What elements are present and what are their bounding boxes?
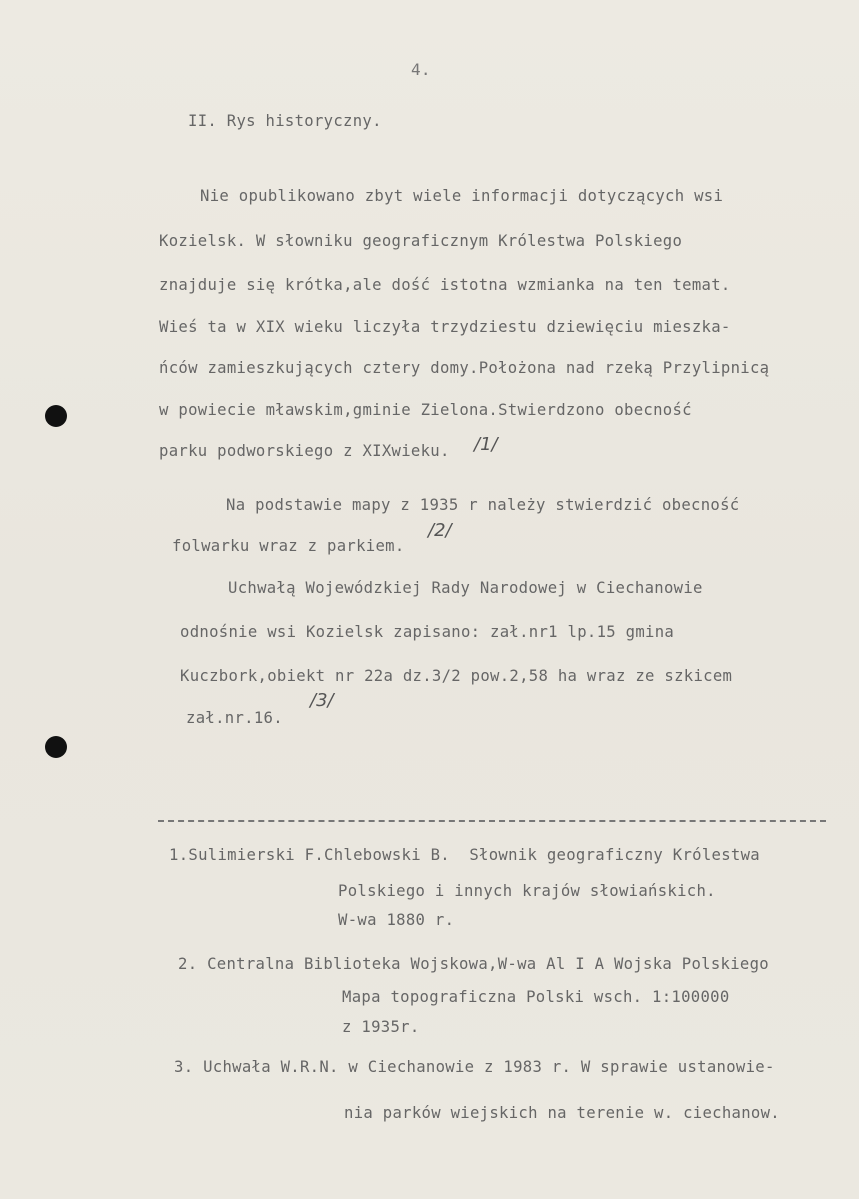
paragraph-line: Wieś ta w XIX wieku liczyła trzydziestu dziewięciu mieszka- (159, 318, 731, 336)
paragraph-line: parku podworskiego z XIXwieku. (159, 442, 450, 460)
page-number: 4. (411, 60, 431, 79)
punch-hole (45, 736, 67, 758)
handwritten-reference: /2/ (428, 520, 452, 541)
footnote-line: nia parków wiejskich na terenie w. ciechanow. (344, 1104, 780, 1122)
footnote-line: 1.Sulimierski F.Chlebowski B. Słownik geograficzny Królestwa (169, 846, 760, 864)
paragraph-line: znajduje się krótka,ale dość istotna wzmianka na ten temat. (159, 276, 731, 294)
paragraph-line: Uchwałą Wojewódzkiej Rady Narodowej w Ciechanowie (228, 579, 703, 597)
footnote-line: Mapa topograficzna Polski wsch. 1:100000 (342, 988, 730, 1006)
paragraph-line: Nie opublikowano zbyt wiele informacji dotyczących wsi (200, 187, 724, 205)
footnote-line: z 1935r. (342, 1018, 420, 1036)
footnote-line: 2. Centralna Biblioteka Wojskowa,W-wa Al I A Wojska Polskiego (178, 955, 769, 973)
footnote-line: W-wa 1880 r. (338, 911, 455, 929)
footnote-line: Polskiego i innych krajów słowiańskich. (338, 882, 716, 900)
handwritten-reference: /1/ (474, 434, 498, 455)
paragraph-line: odnośnie wsi Kozielsk zapisano: zał.nr1 lp.15 gmina (180, 623, 675, 641)
paragraph-line: ńców zamieszkujących cztery domy.Położona nad rzeką Przylipnicą (159, 359, 770, 377)
punch-hole (45, 405, 67, 427)
paragraph-line: Kozielsk. W słowniku geograficznym Królestwa Polskiego (159, 232, 683, 250)
section-heading: II. Rys historyczny. (188, 112, 382, 130)
paragraph-line: folwarku wraz z parkiem. (172, 537, 405, 555)
paragraph-line: Na podstawie mapy z 1935 r należy stwierdzić obecność (226, 496, 740, 514)
footnote-divider (158, 820, 826, 822)
paragraph-line: zał.nr.16. (186, 709, 283, 727)
footnote-line: 3. Uchwała W.R.N. w Ciechanowie z 1983 r. W sprawie ustanowie- (174, 1058, 775, 1076)
paragraph-line: w powiecie mławskim,gminie Zielona.Stwierdzono obecność (159, 401, 692, 419)
paragraph-line: Kuczbork,obiekt nr 22a dz.3/2 pow.2,58 ha wraz ze szkicem (180, 667, 733, 685)
handwritten-reference: /3/ (310, 690, 334, 711)
